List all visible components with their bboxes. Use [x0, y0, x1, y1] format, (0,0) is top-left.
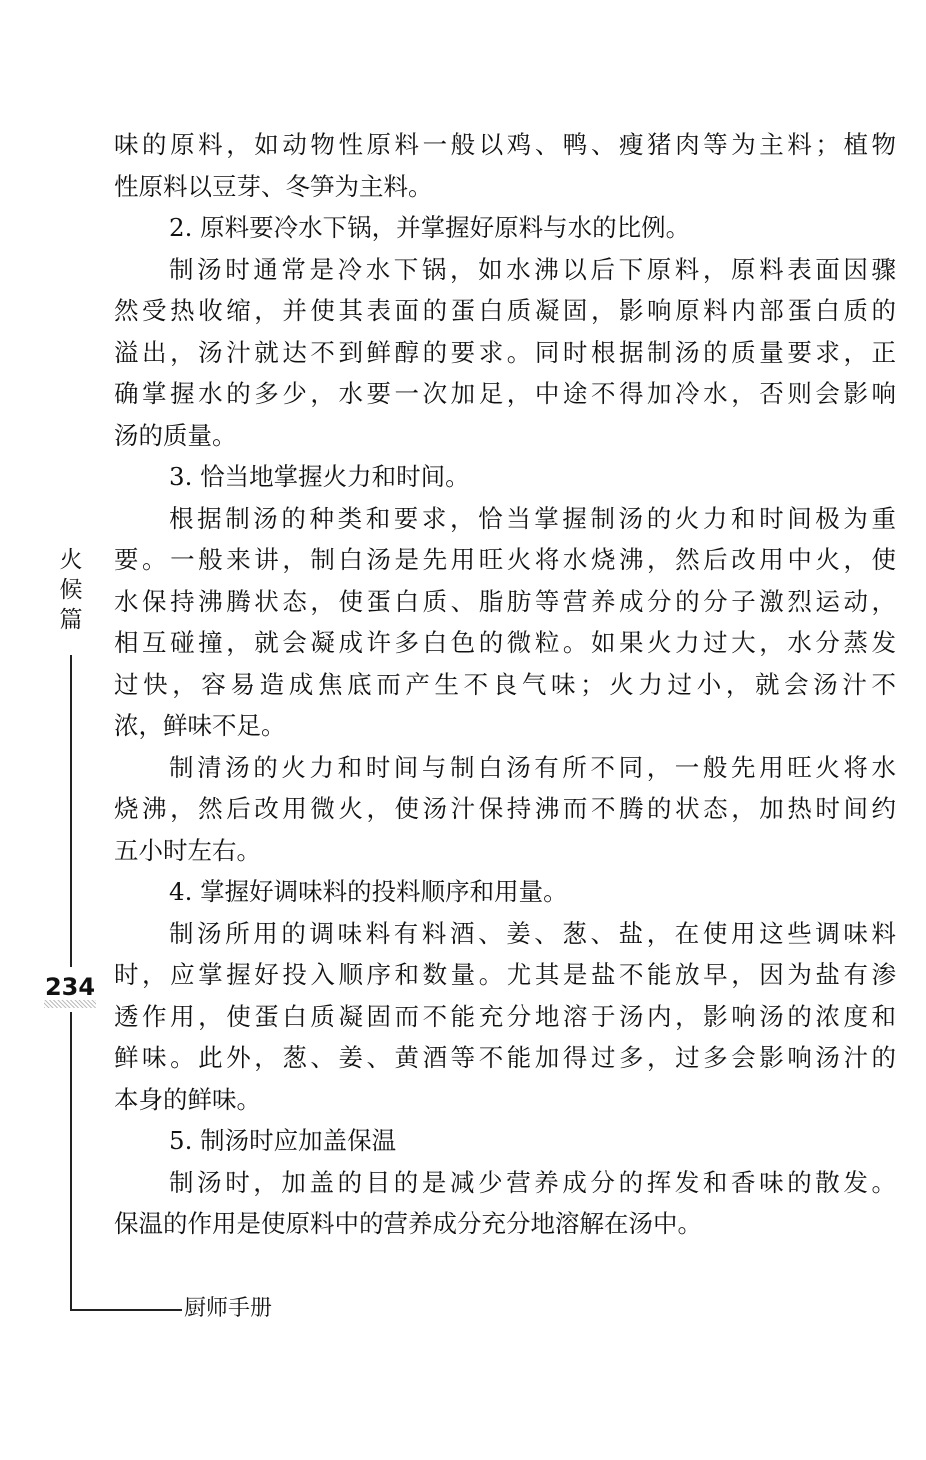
paragraph-line: 鲜味。此外，葱、姜、黄酒等不能加得过多，过多会影响汤汁的	[114, 1043, 896, 1072]
paragraph-line: 水保持沸腾状态，使蛋白质、脂肪等营养成分的分子激烈运动，	[114, 586, 896, 616]
paragraph-line: 制汤所用的调味料有料酒、姜、葱、盐，在使用这些调味料	[169, 918, 896, 948]
paragraph-line: 确掌握水的多少，水要一次加足，中途不得加冷水，否则会影响	[114, 379, 896, 408]
paragraph-line: 时，应掌握好投入顺序和数量。尤其是盐不能放早，因为盐有渗	[114, 960, 896, 989]
numbered-heading-line: 4. 掌握好调味料的投料顺序和用量。	[169, 877, 568, 906]
margin-rule-top	[70, 655, 72, 967]
numbered-heading-line: 3. 恰当地掌握火力和时间。	[169, 462, 470, 491]
paragraph-line: 制汤时，加盖的目的是减少营养成分的挥发和香味的散发。	[169, 1167, 896, 1197]
paragraph-line: 溢出，汤汁就达不到鲜醇的要求。同时根据制汤的质量要求，正	[114, 337, 896, 367]
margin-rule-bottom	[70, 1012, 72, 1310]
paragraph-line: 保温的作用是使原料中的营养成分充分地溶解在汤中。	[114, 1209, 702, 1238]
paragraph-line: 根据制汤的种类和要求，恰当掌握制汤的火力和时间极为重	[169, 503, 896, 533]
paragraph-line: 然受热收缩，并使其表面的蛋白质凝固，影响原料内部蛋白质的	[114, 296, 896, 325]
paragraph-line: 浓，鲜味不足。	[114, 711, 286, 740]
section-label-char: 火	[59, 547, 83, 573]
paragraph-line: 味的原料，如动物性原料一般以鸡、鸭、瘦猪肉等为主料；植物	[114, 130, 896, 159]
paragraph-line: 透作用，使蛋白质凝固而不能充分地溶于汤内，影响汤的浓度和	[114, 1001, 896, 1031]
page-number: 234	[44, 972, 96, 1008]
paragraph-line: 要。一般来讲，制白汤是先用旺火将水烧沸，然后改用中火，使	[114, 545, 896, 574]
numbered-heading-line: 5. 制汤时应加盖保温	[169, 1126, 397, 1155]
paragraph-line: 相互碰撞，就会凝成许多白色的微粒。如果火力过大，水分蒸发	[114, 628, 896, 657]
paragraph-line: 制清汤的火力和时间与制白汤有所不同，一般先用旺火将水	[169, 752, 896, 782]
section-label-char: 篇	[59, 607, 83, 633]
paragraph-line: 本身的鲜味。	[114, 1084, 261, 1114]
paragraph-line: 过快，容易造成焦底而产生不良气味；火力过小，就会汤汁不	[114, 669, 896, 699]
paragraph-line: 性原料以豆芽、冬笋为主料。	[114, 171, 433, 201]
paragraph-line: 五小时左右。	[114, 835, 261, 865]
section-label-vertical	[54, 545, 88, 635]
footer-rule	[70, 1309, 182, 1311]
body-text	[114, 124, 896, 1245]
paragraph-line: 汤的质量。	[114, 420, 237, 450]
book-title-footer: 厨师手册	[184, 1296, 273, 1321]
section-label-char: 候	[59, 577, 83, 603]
paragraph-line: 制汤时通常是冷水下锅，如水沸以后下原料，原料表面因骤	[169, 254, 896, 284]
paragraph-line: 烧沸，然后改用微火，使汤汁保持沸而不腾的状态，加热时间约	[114, 794, 896, 823]
numbered-heading-line: 2. 原料要冷水下锅，并掌握好原料与水的比例。	[169, 213, 691, 242]
